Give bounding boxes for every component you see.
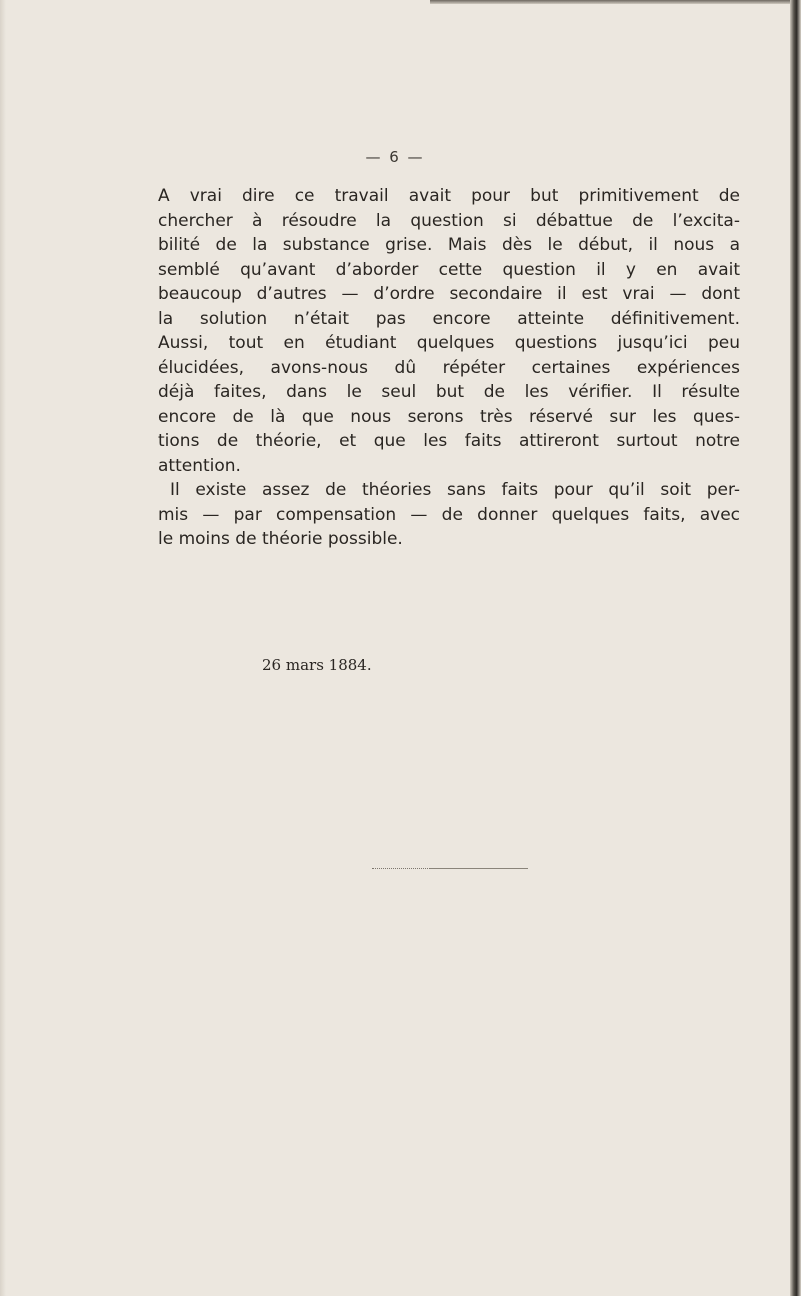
text-line: bilité de la substance grise. Mais dès le début, il nous a [158,235,740,255]
text-line: attention. [158,455,241,476]
end-rule [430,868,528,869]
text-line: Aussi, tout en étudiant quelques questions jusqu’ici peu [158,333,740,353]
text-line: élucidées, avons-nous dû répéter certaines expériences [158,357,740,378]
text-line: tions de théorie, et que les faits attireront surtout notre [158,431,740,451]
text-line: encore de là que nous serons très réservé sur les ques- [158,406,740,427]
date-line: 26 mars 1884. [262,656,372,674]
text-line: mis — par compensation — de donner quelques faits, avec [158,504,740,525]
text-line: A vrai dire ce travail avait pour but primitivement de [158,186,740,206]
body-text [158,184,740,552]
text-line: Il existe assez de théories sans faits pour qu’il soit per- [170,480,740,500]
text-line: le moins de théorie possible. [158,529,403,549]
paragraph-1 [158,184,740,478]
text-line: beaucoup d’autres — d’ordre secondaire il est vrai — dont [158,284,740,304]
text-line: déjà faites, dans le seul but de les vérifier. Il résulte [158,382,740,402]
page-number: — 6 — [365,148,425,166]
page-binding-edge [790,0,801,1296]
text-line: chercher à résoudre la question si débattue de l’excita- [158,210,740,231]
text-line: semblé qu’avant d’aborder cette question il y en avait [158,259,740,280]
page-left-edge [0,0,6,1296]
page-top-edge [430,0,801,4]
paragraph-2 [158,478,740,552]
text-line: la solution n’était pas encore atteinte définitivement. [158,308,740,329]
